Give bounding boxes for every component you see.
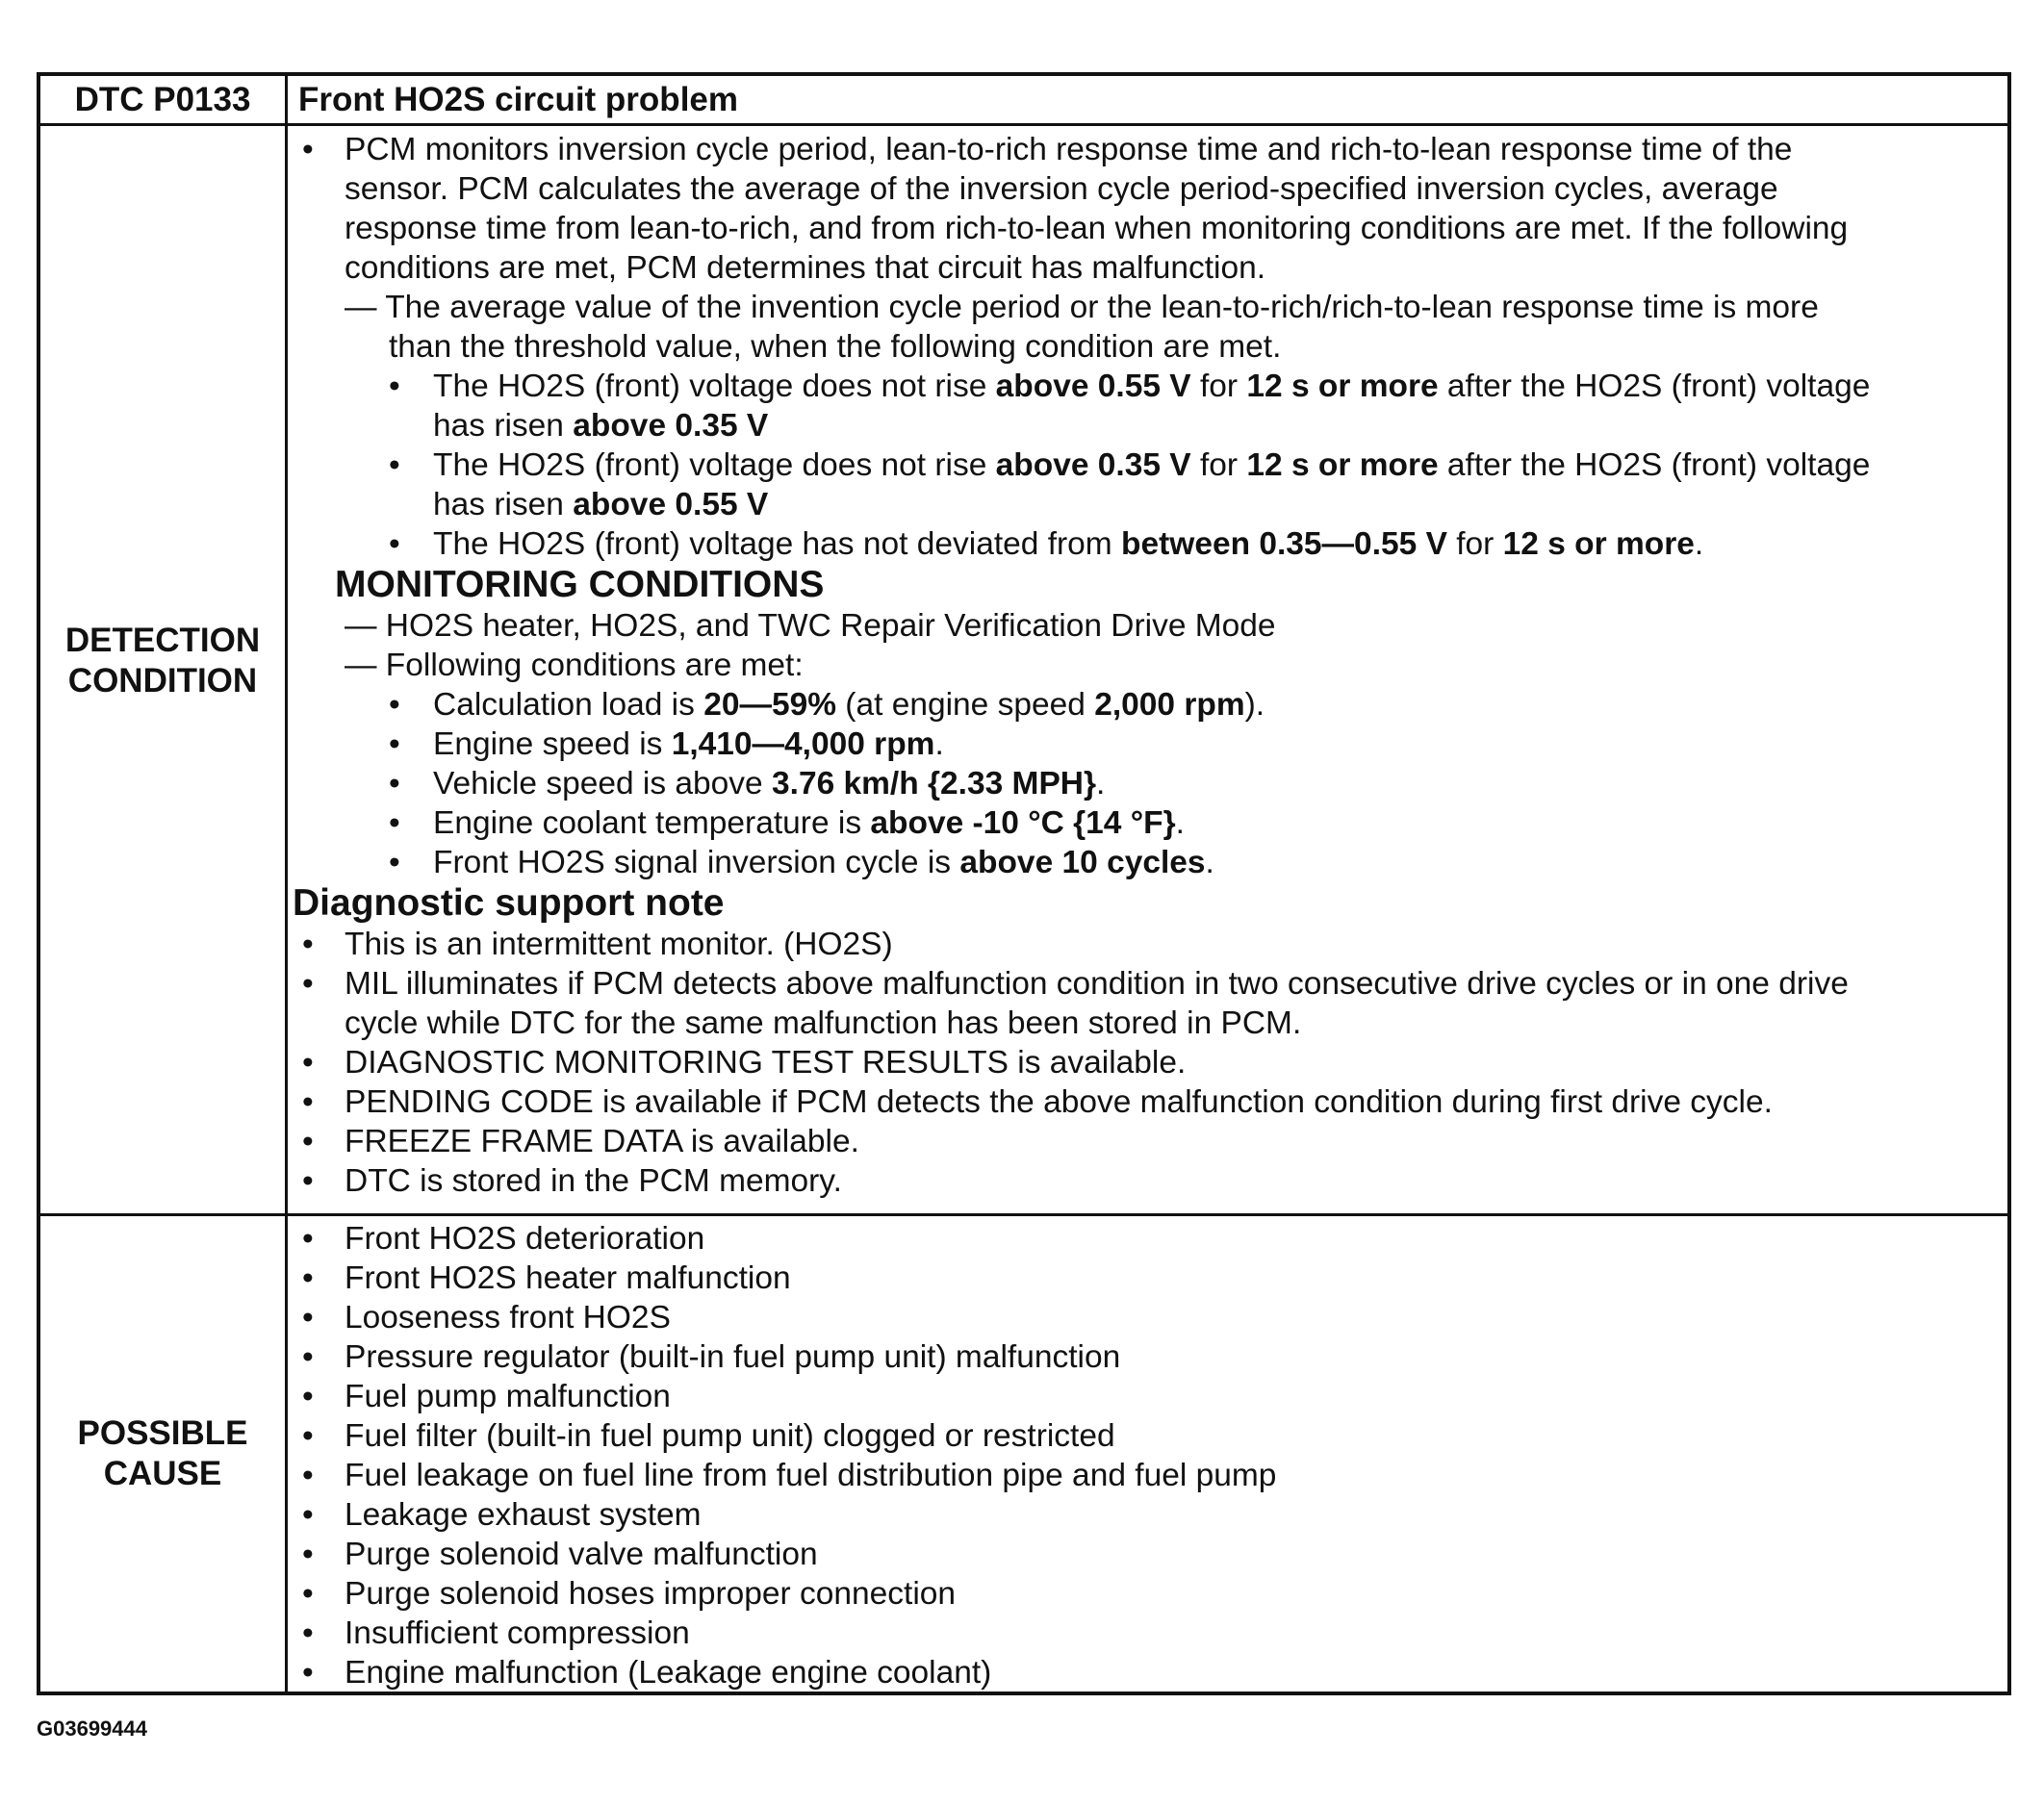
list-item xyxy=(293,1574,2000,1614)
detection-condition-content xyxy=(293,130,2000,1201)
list-item xyxy=(293,1416,2000,1456)
list-item xyxy=(293,1653,2000,1692)
bullet-icon: • xyxy=(302,1497,314,1533)
condition-2: The HO2S (front) voltage does not rise above 0.35 V for 12 s or more after the HO2S (front) voltage xyxy=(433,447,1871,483)
cause-item: Purge solenoid hoses improper connection xyxy=(345,1576,957,1612)
cause-item: Pressure regulator (built-in fuel pump unit) malfunction xyxy=(345,1339,1121,1375)
list-item xyxy=(293,1259,2000,1298)
monitoring-vehicle-speed: Vehicle speed is above 3.76 km/h {2.33 MPH}. xyxy=(433,766,1106,801)
average-value-line: than the threshold value, when the following condition are met. xyxy=(389,329,1282,365)
detection-condition-label xyxy=(40,621,285,701)
monitoring-engine-speed: Engine speed is 1,410—4,000 rpm. xyxy=(433,726,944,762)
diag-note: PENDING CODE is available if PCM detects the above malfunction condition during first drive cycle. xyxy=(345,1084,1773,1120)
list-item xyxy=(293,685,2000,725)
bullet-icon: • xyxy=(389,687,400,723)
list-item xyxy=(293,1043,2000,1082)
bullet-icon: • xyxy=(302,1045,314,1081)
bullet-icon: • xyxy=(302,1576,314,1612)
intro-line: conditions are met, PCM determines that circuit has malfunction. xyxy=(345,250,1266,286)
bullet-icon: • xyxy=(302,966,314,1002)
list-item xyxy=(293,925,2000,964)
monitoring-calc-load: Calculation load is 20—59% (at engine speed 2,000 rpm). xyxy=(433,687,1265,723)
bullet-icon: • xyxy=(302,1260,314,1296)
bullet-icon: • xyxy=(389,369,400,404)
list-item xyxy=(293,1377,2000,1416)
condition-2-cont: has risen above 0.55 V xyxy=(433,487,769,522)
list-item xyxy=(293,725,2000,764)
list-item xyxy=(293,1337,2000,1377)
diag-note: This is an intermittent monitor. (HO2S) xyxy=(345,927,893,962)
list-item xyxy=(293,130,2000,169)
list-item xyxy=(293,1456,2000,1495)
column-divider xyxy=(285,76,288,1692)
list-item xyxy=(293,1082,2000,1122)
cause-item: Front HO2S deterioration xyxy=(345,1221,705,1257)
bullet-icon: • xyxy=(302,1418,314,1454)
figure-id: G03699444 xyxy=(37,1717,147,1741)
list-item xyxy=(293,764,2000,803)
cause-item: Insufficient compression xyxy=(345,1615,690,1651)
diag-note: DTC is stored in the PCM memory. xyxy=(345,1163,842,1199)
possible-cause-content xyxy=(293,1219,2000,1692)
cause-label-line1: POSSIBLE xyxy=(77,1414,248,1452)
intro-line: PCM monitors inversion cycle period, lean-to-rich response time and rich-to-lean response time of the xyxy=(345,132,1793,167)
possible-cause-label xyxy=(40,1413,285,1494)
dtc-code: DTC P0133 xyxy=(74,81,251,118)
list-item xyxy=(293,1219,2000,1259)
bullet-icon: • xyxy=(302,1300,314,1335)
monitoring-inversion-cycle: Front HO2S signal inversion cycle is above 10 cycles. xyxy=(433,845,1214,880)
list-item xyxy=(293,524,2000,564)
diag-note: FREEZE FRAME DATA is available. xyxy=(345,1124,859,1159)
bullet-icon: • xyxy=(389,726,400,762)
bullet-icon: • xyxy=(302,1339,314,1375)
cause-item: Fuel filter (built-in fuel pump unit) clogged or restricted xyxy=(345,1418,1115,1454)
bullet-icon: • xyxy=(389,526,400,562)
monitoring-coolant-temp: Engine coolant temperature is above -10 °C {14 °F}. xyxy=(433,805,1185,841)
list-item xyxy=(293,1614,2000,1653)
cause-item: Leakage exhaust system xyxy=(345,1497,702,1533)
dtc-title: Front HO2S circuit problem xyxy=(298,81,738,118)
list-item xyxy=(293,1298,2000,1337)
list-item xyxy=(293,964,2000,1004)
bullet-icon: • xyxy=(302,1084,314,1120)
detection-label-line1: DETECTION xyxy=(64,622,261,659)
bullet-icon: • xyxy=(302,1615,314,1651)
diag-note: DIAGNOSTIC MONITORING TEST RESULTS is available. xyxy=(345,1045,1187,1081)
intro-line: sensor. PCM calculates the average of the inversion cycle period-specified inversion cycles, average xyxy=(345,171,1778,207)
condition-1: The HO2S (front) voltage does not rise above 0.55 V for 12 s or more after the HO2S (front) voltage xyxy=(433,369,1871,404)
list-item xyxy=(293,367,2000,406)
cause-item: Front HO2S heater malfunction xyxy=(345,1260,791,1296)
cause-label-line2: CAUSE xyxy=(103,1455,222,1492)
diag-note-cont: cycle while DTC for the same malfunction has been stored in PCM. xyxy=(345,1005,1302,1041)
bullet-icon: • xyxy=(302,132,314,167)
diag-note: MIL illuminates if PCM detects above malfunction condition in two consecutive drive cycles or in one drive xyxy=(345,966,1849,1002)
row-divider-cause xyxy=(40,1213,2007,1216)
bullet-icon: • xyxy=(302,1458,314,1493)
monitoring-conditions-heading: MONITORING CONDITIONS xyxy=(335,564,825,605)
cause-item: Purge solenoid valve malfunction xyxy=(345,1537,818,1572)
bullet-icon: • xyxy=(302,1537,314,1572)
bullet-icon: • xyxy=(302,1655,314,1691)
monitoring-dash-item: — HO2S heater, HO2S, and TWC Repair Verification Drive Mode xyxy=(345,608,1276,644)
bullet-icon: • xyxy=(302,1124,314,1159)
bullet-icon: • xyxy=(389,845,400,880)
list-item xyxy=(293,1122,2000,1161)
cause-item: Engine malfunction (Leakage engine coolant) xyxy=(345,1655,992,1691)
cause-item: Looseness front HO2S xyxy=(345,1300,671,1335)
list-item xyxy=(293,445,2000,485)
condition-3: The HO2S (front) voltage has not deviated from between 0.35—0.55 V for 12 s or more. xyxy=(433,526,1704,562)
cause-item: Fuel leakage on fuel line from fuel distribution pipe and fuel pump xyxy=(345,1458,1277,1493)
list-item xyxy=(293,1495,2000,1535)
intro-line: response time from lean-to-rich, and from rich-to-lean when monitoring conditions are met. If the following xyxy=(345,211,1849,246)
list-item xyxy=(293,1161,2000,1201)
bullet-icon: • xyxy=(302,1163,314,1199)
bullet-icon: • xyxy=(302,1221,314,1257)
bullet-icon: • xyxy=(302,927,314,962)
condition-1-cont: has risen above 0.35 V xyxy=(433,408,769,444)
list-item xyxy=(293,1535,2000,1574)
bullet-icon: • xyxy=(389,805,400,841)
cause-item: Fuel pump malfunction xyxy=(345,1379,671,1414)
detection-label-line2: CONDITION xyxy=(67,662,258,700)
dtc-table xyxy=(37,72,2011,1695)
monitoring-dash-item: — Following conditions are met: xyxy=(345,648,804,683)
row-divider-header xyxy=(40,123,2007,126)
bullet-icon: • xyxy=(302,1379,314,1414)
list-item xyxy=(293,803,2000,843)
diagnostic-support-note-heading: Diagnostic support note xyxy=(293,882,725,924)
bullet-icon: • xyxy=(389,766,400,801)
list-item xyxy=(293,843,2000,882)
average-value-line: — The average value of the invention cycle period or the lean-to-rich/rich-to-lean response time is more xyxy=(345,290,1819,325)
bullet-icon: • xyxy=(389,447,400,483)
